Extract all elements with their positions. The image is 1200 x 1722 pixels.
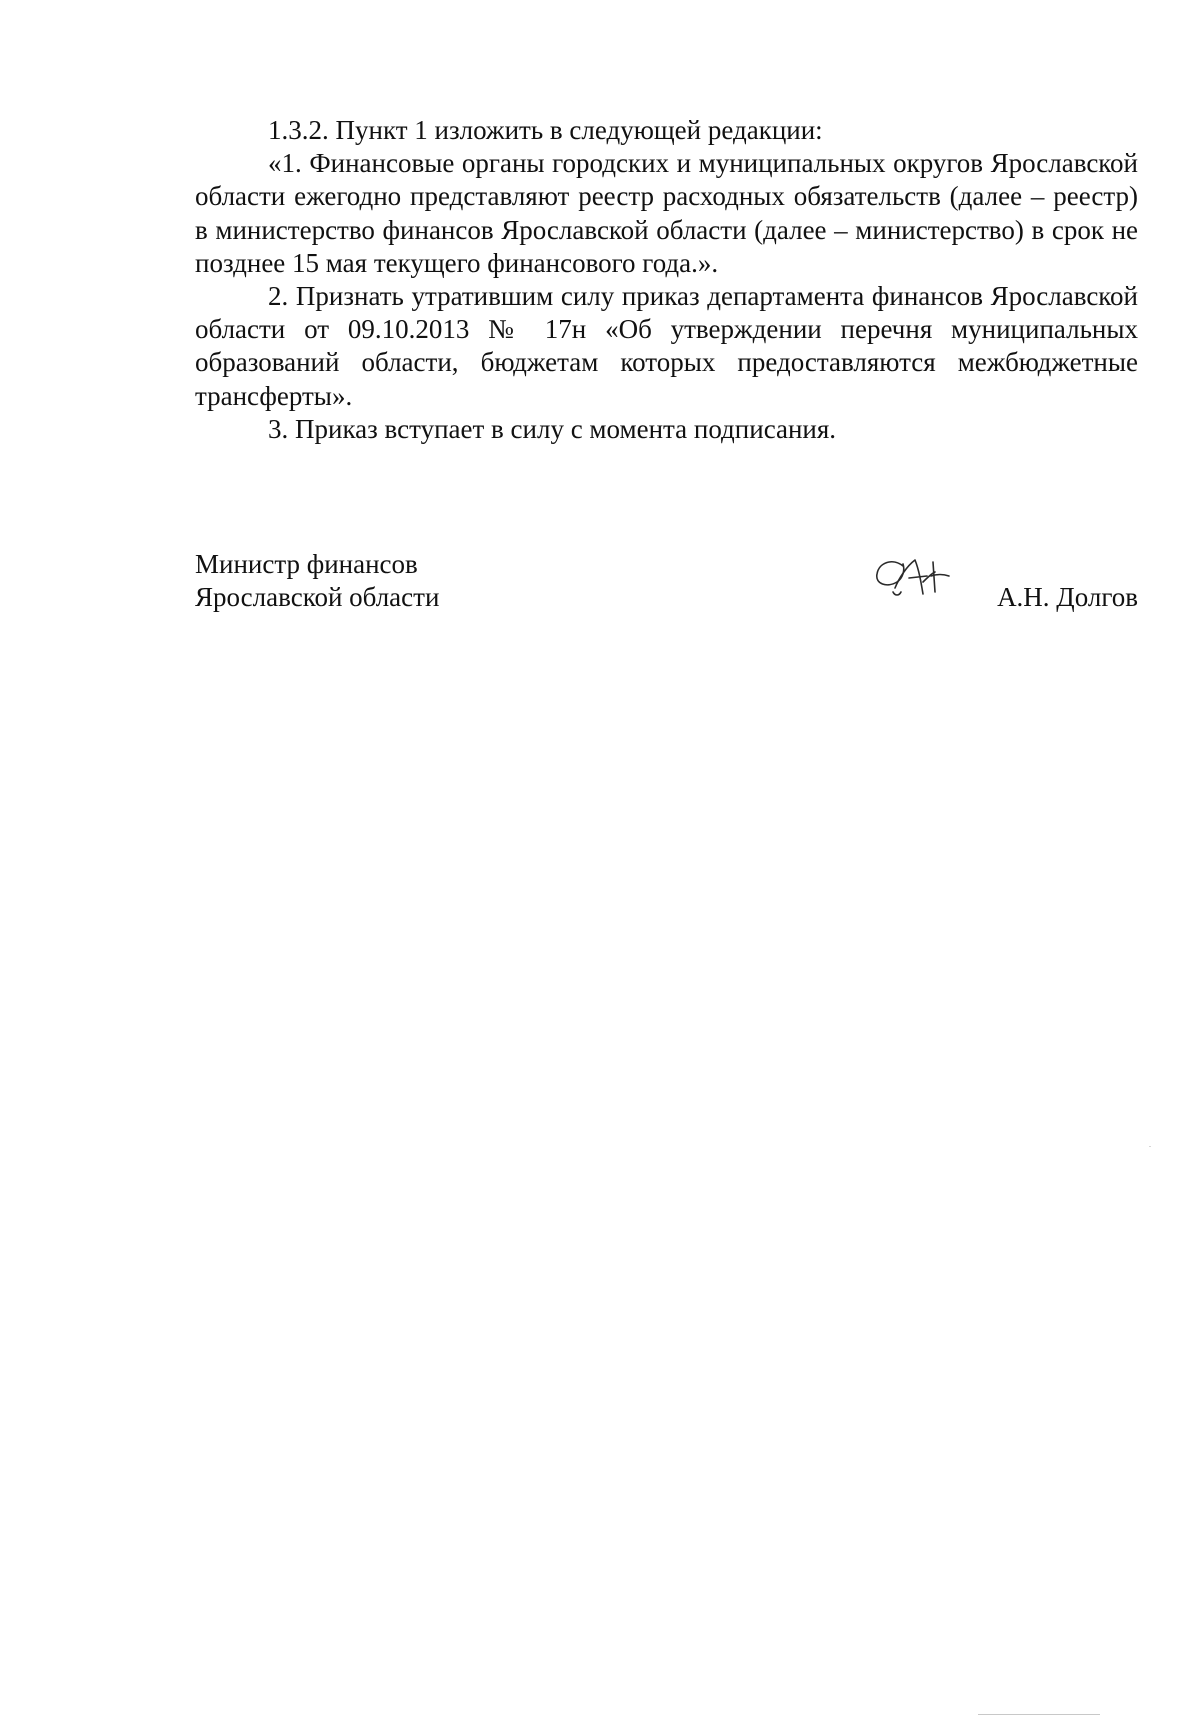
paragraph-item-2: 2. Признать утратившим силу приказ департамента финансов Ярославской области от 09.10.2013 № 17н «Об утверждении перечня муниципальных образований области, бюджетам которых предоставляются межбюджетные трансферты». xyxy=(195,281,1138,411)
signatory-name: А.Н. Долгов xyxy=(997,582,1138,612)
signatory-position-line-2: Ярославской области xyxy=(195,582,440,613)
handwritten-signature-icon xyxy=(873,552,951,600)
paragraph-new-item-1: «1. Финансовые органы городских и муниципальных округов Ярославской области ежегодно представляют реестр расходных обязательств (далее – реестр) в министерство финансов Ярославской области (далее – министерство) в срок не позднее 15 мая текущего финансового года.». xyxy=(195,148,1138,278)
document-body xyxy=(195,114,1138,446)
signature-block xyxy=(195,548,1138,618)
signatory-position-line-1: Министр финансов xyxy=(195,549,418,579)
scan-artifact xyxy=(1149,1146,1151,1147)
paragraph-1-3-2: 1.3.2. Пункт 1 изложить в следующей редакции: xyxy=(268,115,823,145)
signatory-position xyxy=(195,548,439,614)
scan-edge-line xyxy=(978,1714,1100,1715)
paragraph-item-3: 3. Приказ вступает в силу с момента подписания. xyxy=(268,413,837,444)
